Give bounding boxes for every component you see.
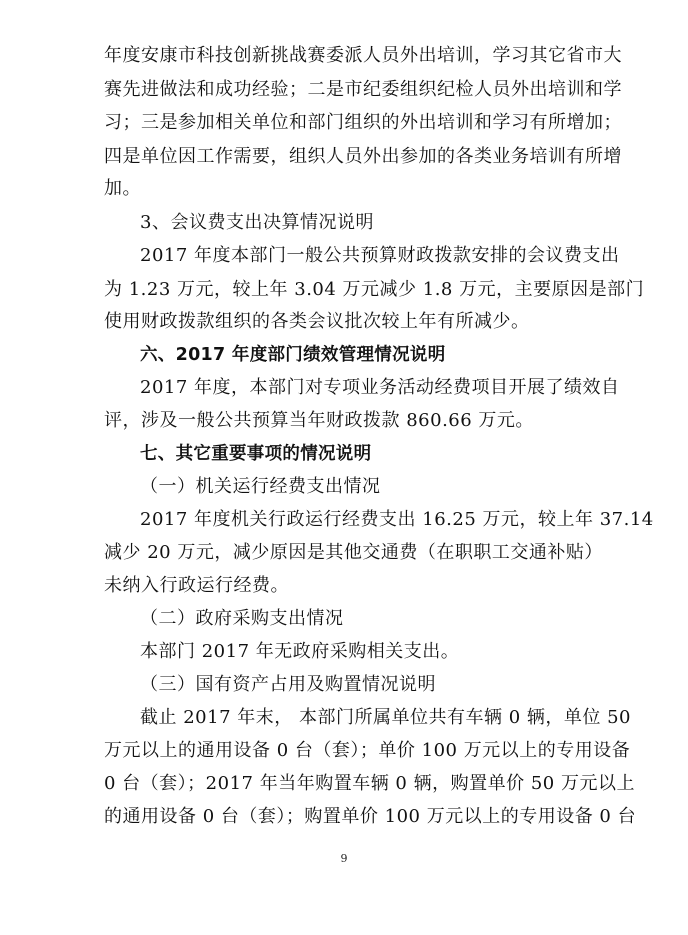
section-heading: 七、其它重要事项的情况说明 (140, 444, 372, 464)
paragraph-line: 年度安康市科技创新挑战赛委派人员外出培训，学习其它省市大 (104, 45, 622, 66)
paragraph-line: 本部门 2017 年无政府采购相关支出。 (140, 641, 460, 662)
section-heading: 六、2017 年度部门绩效管理情况说明 (140, 345, 446, 365)
paragraph-line: 四是单位因工作需要，组织人员外出参加的各类业务培训有所增 (104, 146, 622, 167)
paragraph-line: 未纳入行政运行经费。 (104, 575, 289, 596)
paragraph-line: 使用财政拨款组织的各类会议批次较上年有所减少。 (104, 311, 530, 332)
paragraph-line: 赛先进做法和成功经验；二是市纪委组织纪检人员外出培训和学 (104, 79, 622, 100)
paragraph-line: 2017 年度本部门一般公共预算财政拨款安排的会议费支出 (140, 245, 620, 266)
paragraph-line: 为 1.23 万元，较上年 3.04 万元减少 1.8 万元，主要原因是部门 (104, 279, 645, 300)
paragraph-line: 减少 20 万元，减少原因是其他交通费（在职职工交通补贴） (104, 542, 603, 563)
subsection-title: （三）国有资产占用及购置情况说明 (140, 674, 436, 695)
paragraph-line: 加。 (104, 178, 141, 199)
page-number: 9 (340, 852, 348, 865)
paragraph-line: 的通用设备 0 台（套）；购置单价 100 万元以上的专用设备 0 台 (104, 806, 637, 827)
paragraph-line: 评，涉及一般公共预算当年财政拨款 860.66 万元。 (104, 410, 534, 431)
subsection-title: （二）政府采购支出情况 (140, 608, 344, 629)
paragraph-line: 2017 年度，本部门对专项业务活动经费项目开展了绩效自 (140, 377, 620, 398)
subsection-title: （一）机关运行经费支出情况 (140, 476, 381, 497)
paragraph-line: 2017 年度机关行政运行经费支出 16.25 万元，较上年 37.14 (140, 509, 654, 530)
paragraph-line: 习；三是参加相关单位和部门组织的外出培训和学习有所增加； (104, 112, 622, 133)
paragraph-line: 截止 2017 年末， 本部门所属单位共有车辆 0 辆，单位 50 (140, 707, 631, 728)
subsection-title: 3、会议费支出决算情况说明 (140, 212, 374, 233)
paragraph-line: 万元以上的通用设备 0 台（套）；单价 100 万元以上的专用设备 (104, 740, 631, 761)
paragraph-line: 0 台（套）；2017 年当年购置车辆 0 辆，购置单价 50 万元以上 (104, 773, 635, 794)
